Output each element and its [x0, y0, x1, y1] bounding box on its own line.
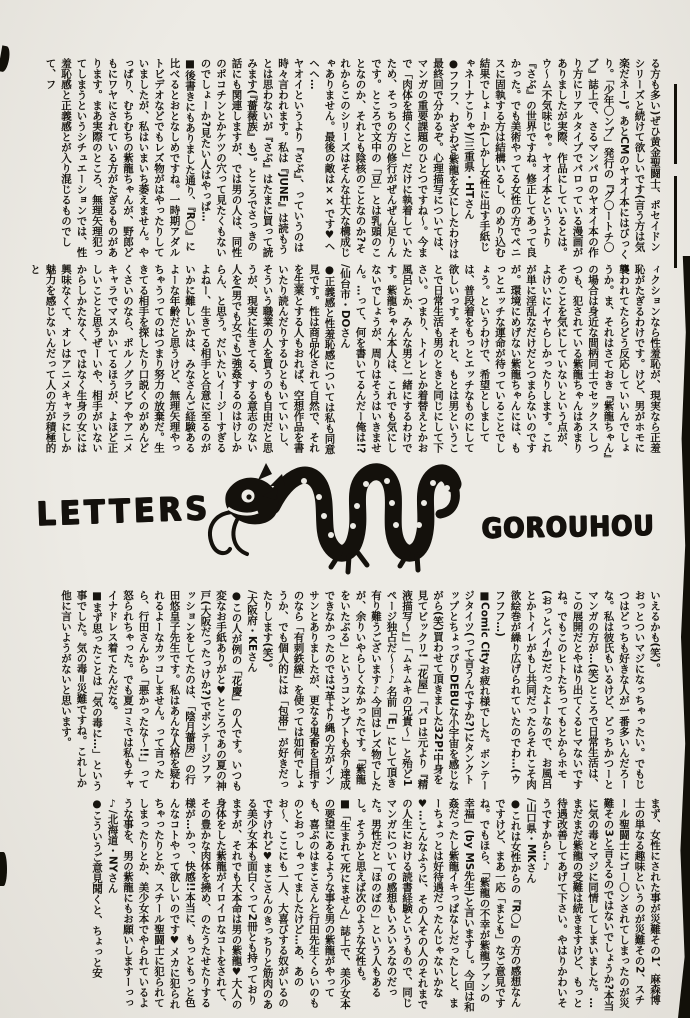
- text-paragraph: ■Comic Cityお疲れ様でした。ボンテージタイツ(って言うんですか?)にタンクトップとちょっぴりDEBUな小宇宙を感じながら(笑)買わせて頂きました32P!中身を見てビックリ!「花屋」「パロは元より『精液描写〜』」「ムキムキの兄貴〜」と殆ど1ページ独占だ〜〜♪名前「E」にして頂き有り難うございます♪今回はレズ物でしたが、余りいやらしくなかったです。「紫龍をいたぶる」というコンセプトも余り達成できなかったのでは?革より縄の方がインサンとありましたが、更なる鬼畜を目指すのなら「有刺鉄線」を使っては如何でしょうか、でも個人的には「包帯」が好きだったりします(笑)。: [261, 590, 491, 791]
- scan-edge-strip: [678, 256, 690, 1018]
- dragon-head: [225, 463, 285, 524]
- text-paragraph: ●フフフ、わざわざ紫龍を女にしたわけは最終回で分かるぞ。心理描写については、マンガの重要課題のひとつですね〜。今まで「肉体を描くこと」だけに執着していたため、そっちの方の修行がぜんぜん足りんです。ところで文中の「豆」とは乳頭のことなのか、それとも陰核のことなのか?それからこのシリーズはそんな壮大な構成じゃありません。最後の敵は××です♥ヘヘヘ…: [308, 58, 460, 259]
- letters-title: LETTERS: [35, 489, 212, 534]
- text-paragraph: ■後書きにもありました通り、『R〇』に比べるとおとなしめですね。一時期アダルトビデオなどでもレズ物がはやったりしていましたが、私はいまいち萎えません。やっぱり、むちむちの紫龍ちゃんが、野郎どもにワヤにされている方がたぎるものがあります。まあ実際のところ、無理矢理犯ってしまうというシチュエーションでは、性羞恥感と正義感とが入り混じるものでして、フ: [44, 58, 196, 258]
- text-paragraph: ■「生まれて死にません」誌上で、美少女本の要望にあるような事を男の紫龍がやっても、喜ぶのはまこさんと行田先生くらいのものとおっしゃってましたけど…あ、あのお〜、ここにも一人、大喜びする奴がいるのですけれど♥まこさんのきっちりと筋肉のある美少女本も面白くって2冊とも持っておりますが、それでも大本命は男の紫龍♥大人の身体をした紫龍がイロイロなコトをされて、その豊かな肉体を撓め、のたうたせたりする様が…かっ、快感!!本当に、もっともっと色んなコトやって欲しいのです♥メカに犯られちゃったりとか、スチール聖闘士に犯られてしまったりとか、美少女本でやられているような事を、男の紫龍にもお願いしますーっっ♪/北海道・NYさん: [106, 798, 351, 1010]
- gorouhou-title: GOROUHOU: [480, 509, 655, 544]
- letters-text-band-1: [28, 58, 662, 260]
- letters-text-band-2: [28, 264, 662, 462]
- text-paragraph: /仙台市・DOさん: [339, 264, 351, 349]
- text-paragraph: ●こういうご意見聞くと、ちょっと安: [91, 798, 103, 978]
- text-paragraph: ィクションなら性羞恥が、現実なら正羞恥がたぎるわけです。けど、男がホモに襲われてたらどう反応していいんでしょうか。ま、それはさておき『紫龍ちゃん』の場合は身近な間柄同士でセックスしつつも、犯されている紫龍ちゃんはあまりそのことを気にしていないという点が、よけいにイヤらしかったりします。これが単に淫乱なだけだとつまらないのですが。環境にめげない紫龍ちゃんには、もっとエッチな運命が待っていることでしょう。というわけで、希望としましては、普段着をもっとエッチなものにして欲しいっす。それと、もとは男ということで日常生活も男のときと同じにして下さい。つまり、トイレとか着替えとかお風呂とか、みんな男と一緒にするわけです。紫龍ちゃん本人は、これでも気にしないでしょうが、周りはそうはいきません。…って、何を書いてるんだー俺は!?: [354, 264, 661, 459]
- text-paragraph: まず、女性にされた事が災難その1、麻森博士の単なる趣味というのが災難その2、スチール聖闘士にゴー〇ンされてしまったのが災難その3と言えるのではないでしょうか?本当に気の毒とマジに同情してしまいました。…まだまだ紫龍の受難は続きますけど、もっと待遇改善してあげて下さい。やはりかわいそうですから…♪: [540, 798, 661, 1011]
- text-paragraph: おっとついマジになっちゃったい。でもじつはどっちも好きな人が一番多いんだろーな。私は彼氏もいるけど、どっちかつーとマンガの方が…(笑)ところで日常生活は、この展開だとやはり出てくるヒマないですね。でもこのヒトたちってもとからホモ(おっとバイか)だったよーなので、お風呂とかトイレがもし共同だったらそれこそ肉欲絵巻が繰り広げられていたのでわ…(ウフフフ…): [494, 590, 646, 790]
- scan-edge-mark: [0, 852, 7, 886]
- scan-edge-line: [674, 176, 677, 268]
- scan-edge-line: [674, 84, 677, 164]
- text-paragraph: ヤオイというより『さぶ』、っていうのは時々言われます。私は『JUNE』は読もうとは思わないが『さぶ』はたまに買って読みます(『薔薇族』も)。ところでさっきの話にも関連しますが、では男の人は、同性のポコチンとかケツの穴って見たくもないのでしょーか?見たい人はやっぱ…: [199, 58, 305, 258]
- text-paragraph: /大阪府・KEさん: [246, 590, 258, 673]
- text-paragraph: ●この人が例の「花慶」の人です。いつも変なお手紙ありがと♥ところであの夏の神戸(大阪だったっけか?)でボンテージファッションをしてたのは、「陰月薔房」の行田悠皇子先生です。私はあんな人格を疑われるよーなカッコしません。って言ったら、行田さんから「悪かったな〜!!」って怒られちゃった。でも夏コミでは私もチャイナドレス着てたんだな。: [106, 590, 243, 791]
- text-paragraph: ●これは女性からの『R〇』の方の感想なんですけど、まあ一応「まとも」なご意見ですね。でもほら、「紫龍の不幸が紫龍ファンの幸福」(by MS先生)と言いますし。今回は和姦だったし紫龍イキっぱなしだったしと、まーちょっとは好待遇だったんじゃないかな♥…こんなふうに、その人その人のそれまでの人生における読書経験というもので、同じマンガについての感想もいろいろなのだった。男性だと「ほのぼの」という人もあるし。そうかと思えば次のような女性も。: [354, 798, 522, 1012]
- text-paragraph: いえるかも(笑)。: [649, 590, 661, 674]
- text-paragraph: ●正義感と性羞恥感については私も同意見です。性は商品化されて自然で、それを生業とする人もおれば、空想作品を書いたり読んだりするひともいていいし、そういう職業の人を買うのも自由だと思うが、現実に生きてる、する意志のない人を(男でも女でも)強姦するのはけしからん、と思う。だいたいイージーすぎるよねー、生きてる相手と合意に至るのがいかに難しいかは、みなさんご経験あるよーな年齢だと思うけど、無理矢理やっちゃうってのはつまり努力の放棄だ。生きてる相手を探したり口説くのがめんどくさいのなら、ポルノグラビアやアニメキャラでマスかいてるほうが、よほど正しいことと思うぜーいや、相手がいないからしかたなく、ではなく生身の女には興味なくて、オレはアニメキャラにしか魅力を感じないんだって人の方が積極的と: [29, 264, 336, 455]
- text-paragraph: ■まず思ったことは「気の毒に…」という事でした。気の毒=災難ですね。これしか他に言いようがないと思います。: [60, 590, 103, 791]
- dragon-illustration: [192, 452, 464, 592]
- text-paragraph: る方も多い)ぜひ黄金聖闘士、ポセイドンシリーズと続けて欲しいです(言う方は気楽だネー)。あとCMのヤオイ本にはびっくり。「少年〇ンプ」発行の『グ〇ートチ〇ブ』誌上で、さるマンパロのヤオイ本の作り方にリアルタイプでパロっている漫画がありましたが実際、作品にしているとは。ウ〜ム不気味じゃ。ヤオイ本というより『さぶ』の世界ですね。修正してあって良かった。でも美術やってる女性の方でペニスに固執する方は結構いるし、のめり込む結果でしょーか(しかし女性に出す手紙じゃネーナこりゃ)/三重県・HTさん: [463, 58, 661, 260]
- scan-edge-mark: [0, 45, 11, 72]
- letters-text-band-4: [28, 798, 662, 1012]
- letters-text-band-3: [28, 590, 662, 792]
- text-paragraph: /山口県・MKさん: [525, 798, 537, 884]
